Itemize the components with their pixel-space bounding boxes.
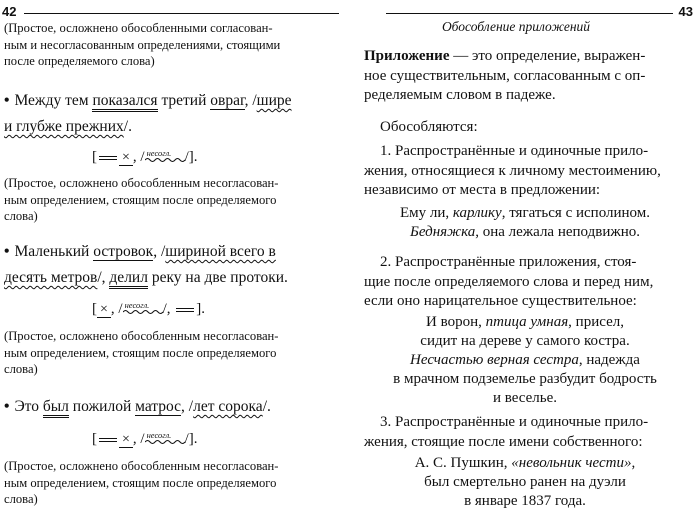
subject: овраг xyxy=(210,92,245,109)
sentence-scheme-2: [ × , / несогл. /, ]. xyxy=(92,299,205,317)
predicate: делил xyxy=(109,269,148,289)
predicate: был xyxy=(43,398,69,418)
sentence-scheme-3: [ × , / несогл. /]. xyxy=(92,429,198,447)
attribute: и глубже прежних xyxy=(4,118,124,135)
example-sentence-3: • Это был пожилой матрос, /лет сорока/. xyxy=(4,394,338,420)
attribute: шире xyxy=(256,92,292,109)
isolated-heading: Обособляются: xyxy=(380,119,478,135)
bullet: • xyxy=(4,243,10,260)
subject: островок xyxy=(93,243,154,260)
predicate: показался xyxy=(92,92,157,112)
analysis-note-3: (Простое, осложнено обособленным несогласован- ным определением, стоящим после определяемого слова) xyxy=(4,329,279,376)
rule-1-examples: Ему ли, карлику, тягаться с исполином. Бедняжка, она лежала неподвижно. xyxy=(399,205,651,240)
section-title: Обособление приложений xyxy=(441,19,591,34)
noun-x-mark: × xyxy=(119,151,133,166)
predicate-mark xyxy=(99,438,117,442)
rule-2-examples: И ворон, птица умная, присел, сидит на дереве у самого костра. Несчастью верная сестра, надежда в мрачном подземелье разбудит бодрость и веселье. xyxy=(393,314,657,406)
right-page xyxy=(356,0,699,511)
bullet: • xyxy=(4,398,10,415)
analysis-note-4: (Простое, осложнено обособленным несогласован- ным определением, стоящим после определяемого слова) xyxy=(4,459,279,506)
predicate-mark xyxy=(99,156,117,160)
noun-x-mark: × xyxy=(97,303,111,318)
attribute: шириной всего в xyxy=(165,243,276,260)
wavy-attribute-mark: несогл. xyxy=(145,433,185,447)
definition-paragraph: Приложение — это определение, выражен- ное существительным, согласованным с оп- ределяемым словом в падеже. xyxy=(364,48,646,103)
bullet: • xyxy=(4,92,10,109)
defined-term: Приложение xyxy=(364,48,450,64)
left-page xyxy=(0,0,343,511)
rule-1: 1. Распространённые и одиночные прило- жения, относящиеся к личному местоимению, независимо от места в предложении: xyxy=(364,143,661,198)
attribute: лет сорока xyxy=(193,398,263,415)
analysis-note-2: (Простое, осложнено обособленным несогласован- ным определением, стоящим после определяемого слова) xyxy=(4,176,279,223)
page-number-left: 42 xyxy=(2,4,17,19)
subject: матрос xyxy=(135,398,182,415)
header-rule-left xyxy=(24,13,339,14)
apposition: Бедняжка xyxy=(409,224,476,240)
wavy-attribute-mark: несогл. xyxy=(145,151,185,165)
sentence-scheme-1: [ × , / несогл. /]. xyxy=(92,147,198,165)
analysis-note-1: (Простое, осложнено обособленными согласован- ным и несогласованным определениями, стоящими после определяемого слова) xyxy=(4,21,281,68)
apposition: Несчастью верная сестра xyxy=(410,352,579,368)
rule-3: 3. Распространённые и одиночные прило- жения, стоящие после имени собственного: xyxy=(364,414,649,450)
example-sentence-1: • Между тем показался третий овраг, /шире и глубже прежних/. xyxy=(4,92,292,135)
predicate-mark xyxy=(176,308,194,312)
attribute: десять метров xyxy=(4,269,98,286)
rule-3-examples: А. С. Пушкин, «невольник чести», был смертельно ранен на дуэли в январе 1837 года. xyxy=(414,455,636,509)
wavy-attribute-mark: несогл. xyxy=(123,303,163,317)
page-number-right: 43 xyxy=(678,4,693,19)
noun-x-mark: × xyxy=(119,433,133,448)
apposition: «невольник чести» xyxy=(511,455,632,471)
apposition: карлику xyxy=(452,205,502,221)
header-rule-right xyxy=(386,13,673,14)
apposition: птица умная xyxy=(485,314,569,330)
rule-2: 2. Распространённые приложения, стоя- щие после определяемого слова и перед ним, если оно нарицательное существительное: xyxy=(364,254,654,309)
example-sentence-2: • Маленький островок, /шириной всего в десять метров/, делил реку на две протоки. xyxy=(4,239,338,291)
